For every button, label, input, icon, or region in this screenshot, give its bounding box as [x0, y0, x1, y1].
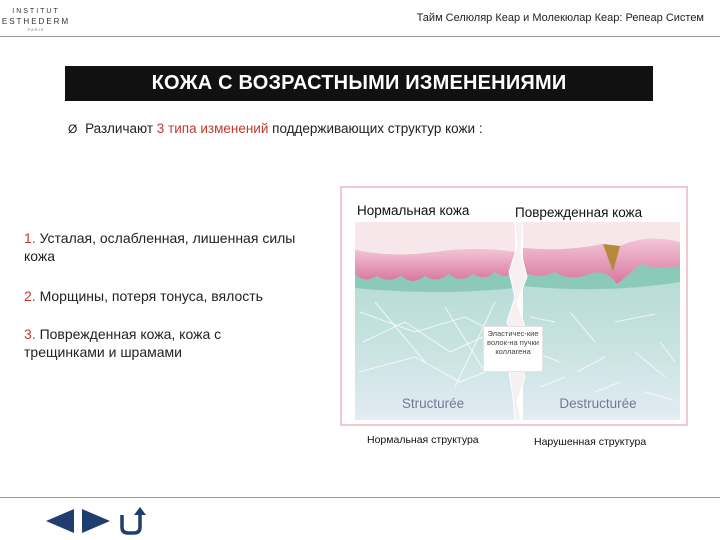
arrow-right-icon [80, 507, 112, 535]
intro-text-after: поддерживающих структур кожи : [272, 121, 483, 136]
logo-mark [0, 4, 72, 32]
fibers-callout: Эластичес-кие волок-на пучки коллагена [483, 326, 543, 372]
list-item-number: 3. [24, 326, 36, 342]
inner-label-destructured: Destructurée [559, 396, 637, 411]
next-slide-button[interactable] [80, 507, 112, 535]
header-divider [0, 36, 720, 37]
logo-line-1: INSTITUT [12, 8, 60, 15]
skin-illustration [355, 222, 680, 420]
caption-disrupted-structure: Нарушенная структура [534, 436, 647, 448]
return-button[interactable] [116, 507, 146, 535]
caption-normal-structure: Нормальная структура [367, 434, 479, 446]
return-arrow-icon [116, 507, 146, 535]
bullet-arrow-icon: Ø [68, 122, 78, 136]
intro-line [68, 121, 483, 136]
slide-title: КОЖА С ВОЗРАСТНЫМИ ИЗМЕНЕНИЯМИ [65, 66, 653, 101]
list-item-number: 2. [24, 288, 36, 304]
label-normal-skin: Нормальная кожа [357, 203, 470, 218]
list-item-text: Поврежденная кожа, кожа с трещинками и шрамами [24, 326, 222, 360]
damaged-skin-panel [523, 222, 680, 420]
list-item-number: 1. [24, 230, 36, 246]
intro-text-before: Различают [85, 121, 154, 136]
footer-divider [0, 497, 720, 498]
list-item-text: Усталая, ослабленная, лишенная силы кожа [24, 230, 296, 264]
list-item-1 [24, 229, 324, 265]
brand-logo [0, 4, 72, 32]
list-item-text: Морщины, потеря тонуса, вялость [39, 288, 263, 304]
intro-highlight: 3 типа изменений [156, 121, 269, 136]
inner-label-structured: Structurée [401, 396, 465, 411]
logo-line-3: PARIS [27, 27, 45, 32]
logo-line-2: ESTHEDERM [1, 17, 71, 26]
presentation-title: Тайм Селюляр Кеар и Молекюлар Кеар: Репеар Систем [416, 12, 704, 24]
normal-skin-panel [355, 222, 515, 420]
prev-slide-button[interactable] [44, 507, 76, 535]
list-item-2 [24, 287, 324, 305]
arrow-left-icon [44, 507, 76, 535]
label-damaged-skin: Поврежденная кожа [515, 205, 643, 220]
list-item-3 [24, 325, 284, 361]
